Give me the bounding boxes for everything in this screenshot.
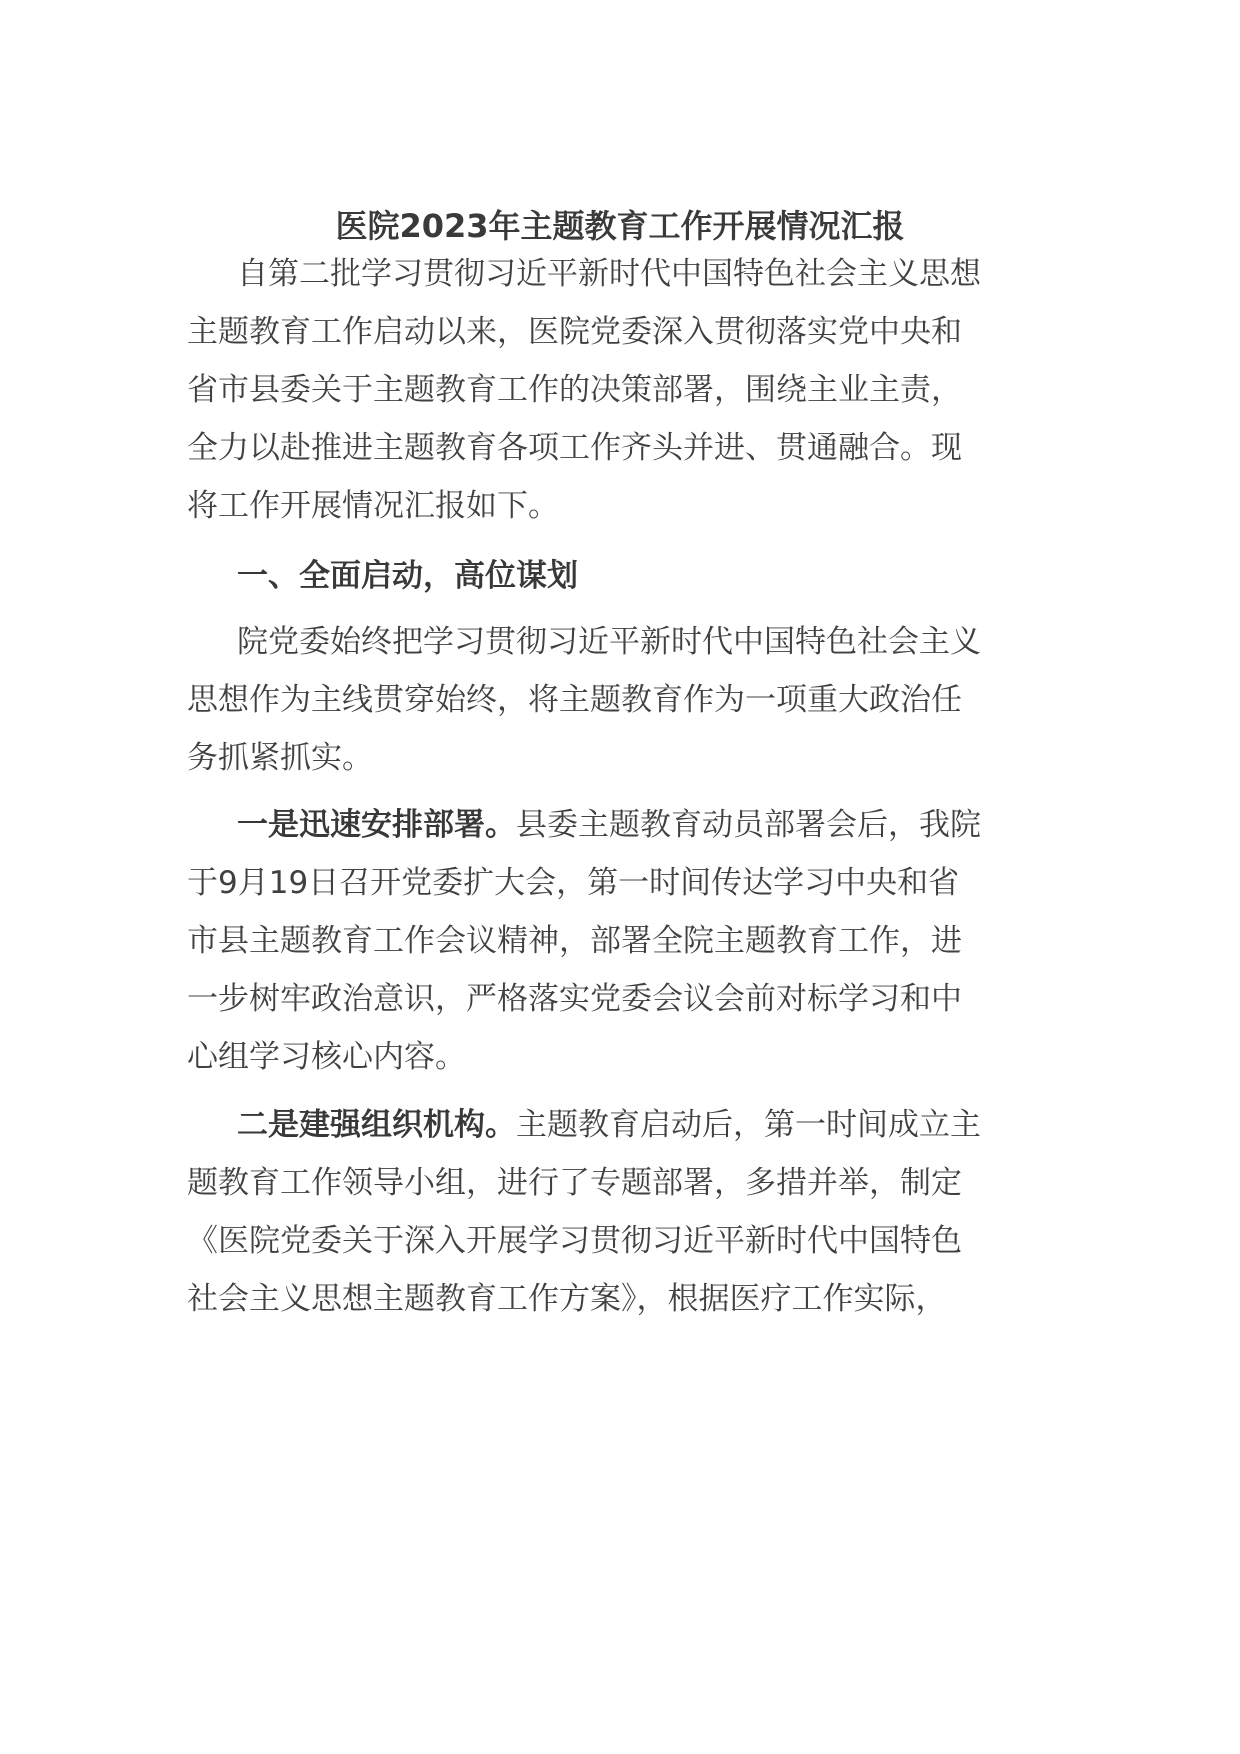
intro-line: 主题教育工作启动以来，医院党委深入贯彻落实党中央和 (187, 314, 962, 350)
item-paragraph-line: 题教育工作领导小组，进行了专题部署，多措并举，制定 (187, 1165, 962, 1201)
item-paragraph-line: 一步树牢政治意识，严格落实党委会议会前对标学习和中 (187, 981, 962, 1017)
item-paragraph-first-line (237, 1103, 981, 1147)
section-paragraph-line: 务抓紧抓实。 (187, 740, 373, 776)
item-bold-lead: 一是迅速安排部署。 (237, 807, 516, 843)
item-paragraph-line: 《医院党委关于深入开展学习贯彻习近平新时代中国特色 (187, 1223, 962, 1259)
item-paragraph-first-line (237, 803, 981, 847)
intro-line: 自第二批学习贯彻习近平新时代中国特色社会主义思想 (237, 256, 981, 292)
section-heading: 一、全面启动，高位谋划 (237, 558, 578, 594)
document-title: 医院2023年主题教育工作开展情况汇报 (335, 207, 905, 245)
item-text: 县委主题教育动员部署会后，我院 (516, 807, 981, 843)
item-paragraph-line: 心组学习核心内容。 (187, 1039, 466, 1075)
item-text: 主题教育启动后，第一时间成立主 (516, 1107, 981, 1143)
intro-line: 全力以赴推进主题教育各项工作齐头并进、贯通融合。现 (187, 430, 962, 466)
section-paragraph-line: 院党委始终把学习贯彻习近平新时代中国特色社会主义 (237, 624, 981, 660)
item-bold-lead: 二是建强组织机构。 (237, 1107, 516, 1143)
section-paragraph-line: 思想作为主线贯穿始终，将主题教育作为一项重大政治任 (187, 682, 962, 718)
item-paragraph-line: 市县主题教育工作会议精神，部署全院主题教育工作，进 (187, 923, 962, 959)
item-paragraph-line: 社会主义思想主题教育工作方案》，根据医疗工作实际， (187, 1281, 947, 1317)
intro-line: 将工作开展情况汇报如下。 (187, 488, 559, 524)
intro-line: 省市县委关于主题教育工作的决策部署，围绕主业主责， (187, 372, 962, 408)
item-paragraph-line: 于9月19日召开党委扩大会，第一时间传达学习中央和省 (187, 865, 960, 901)
